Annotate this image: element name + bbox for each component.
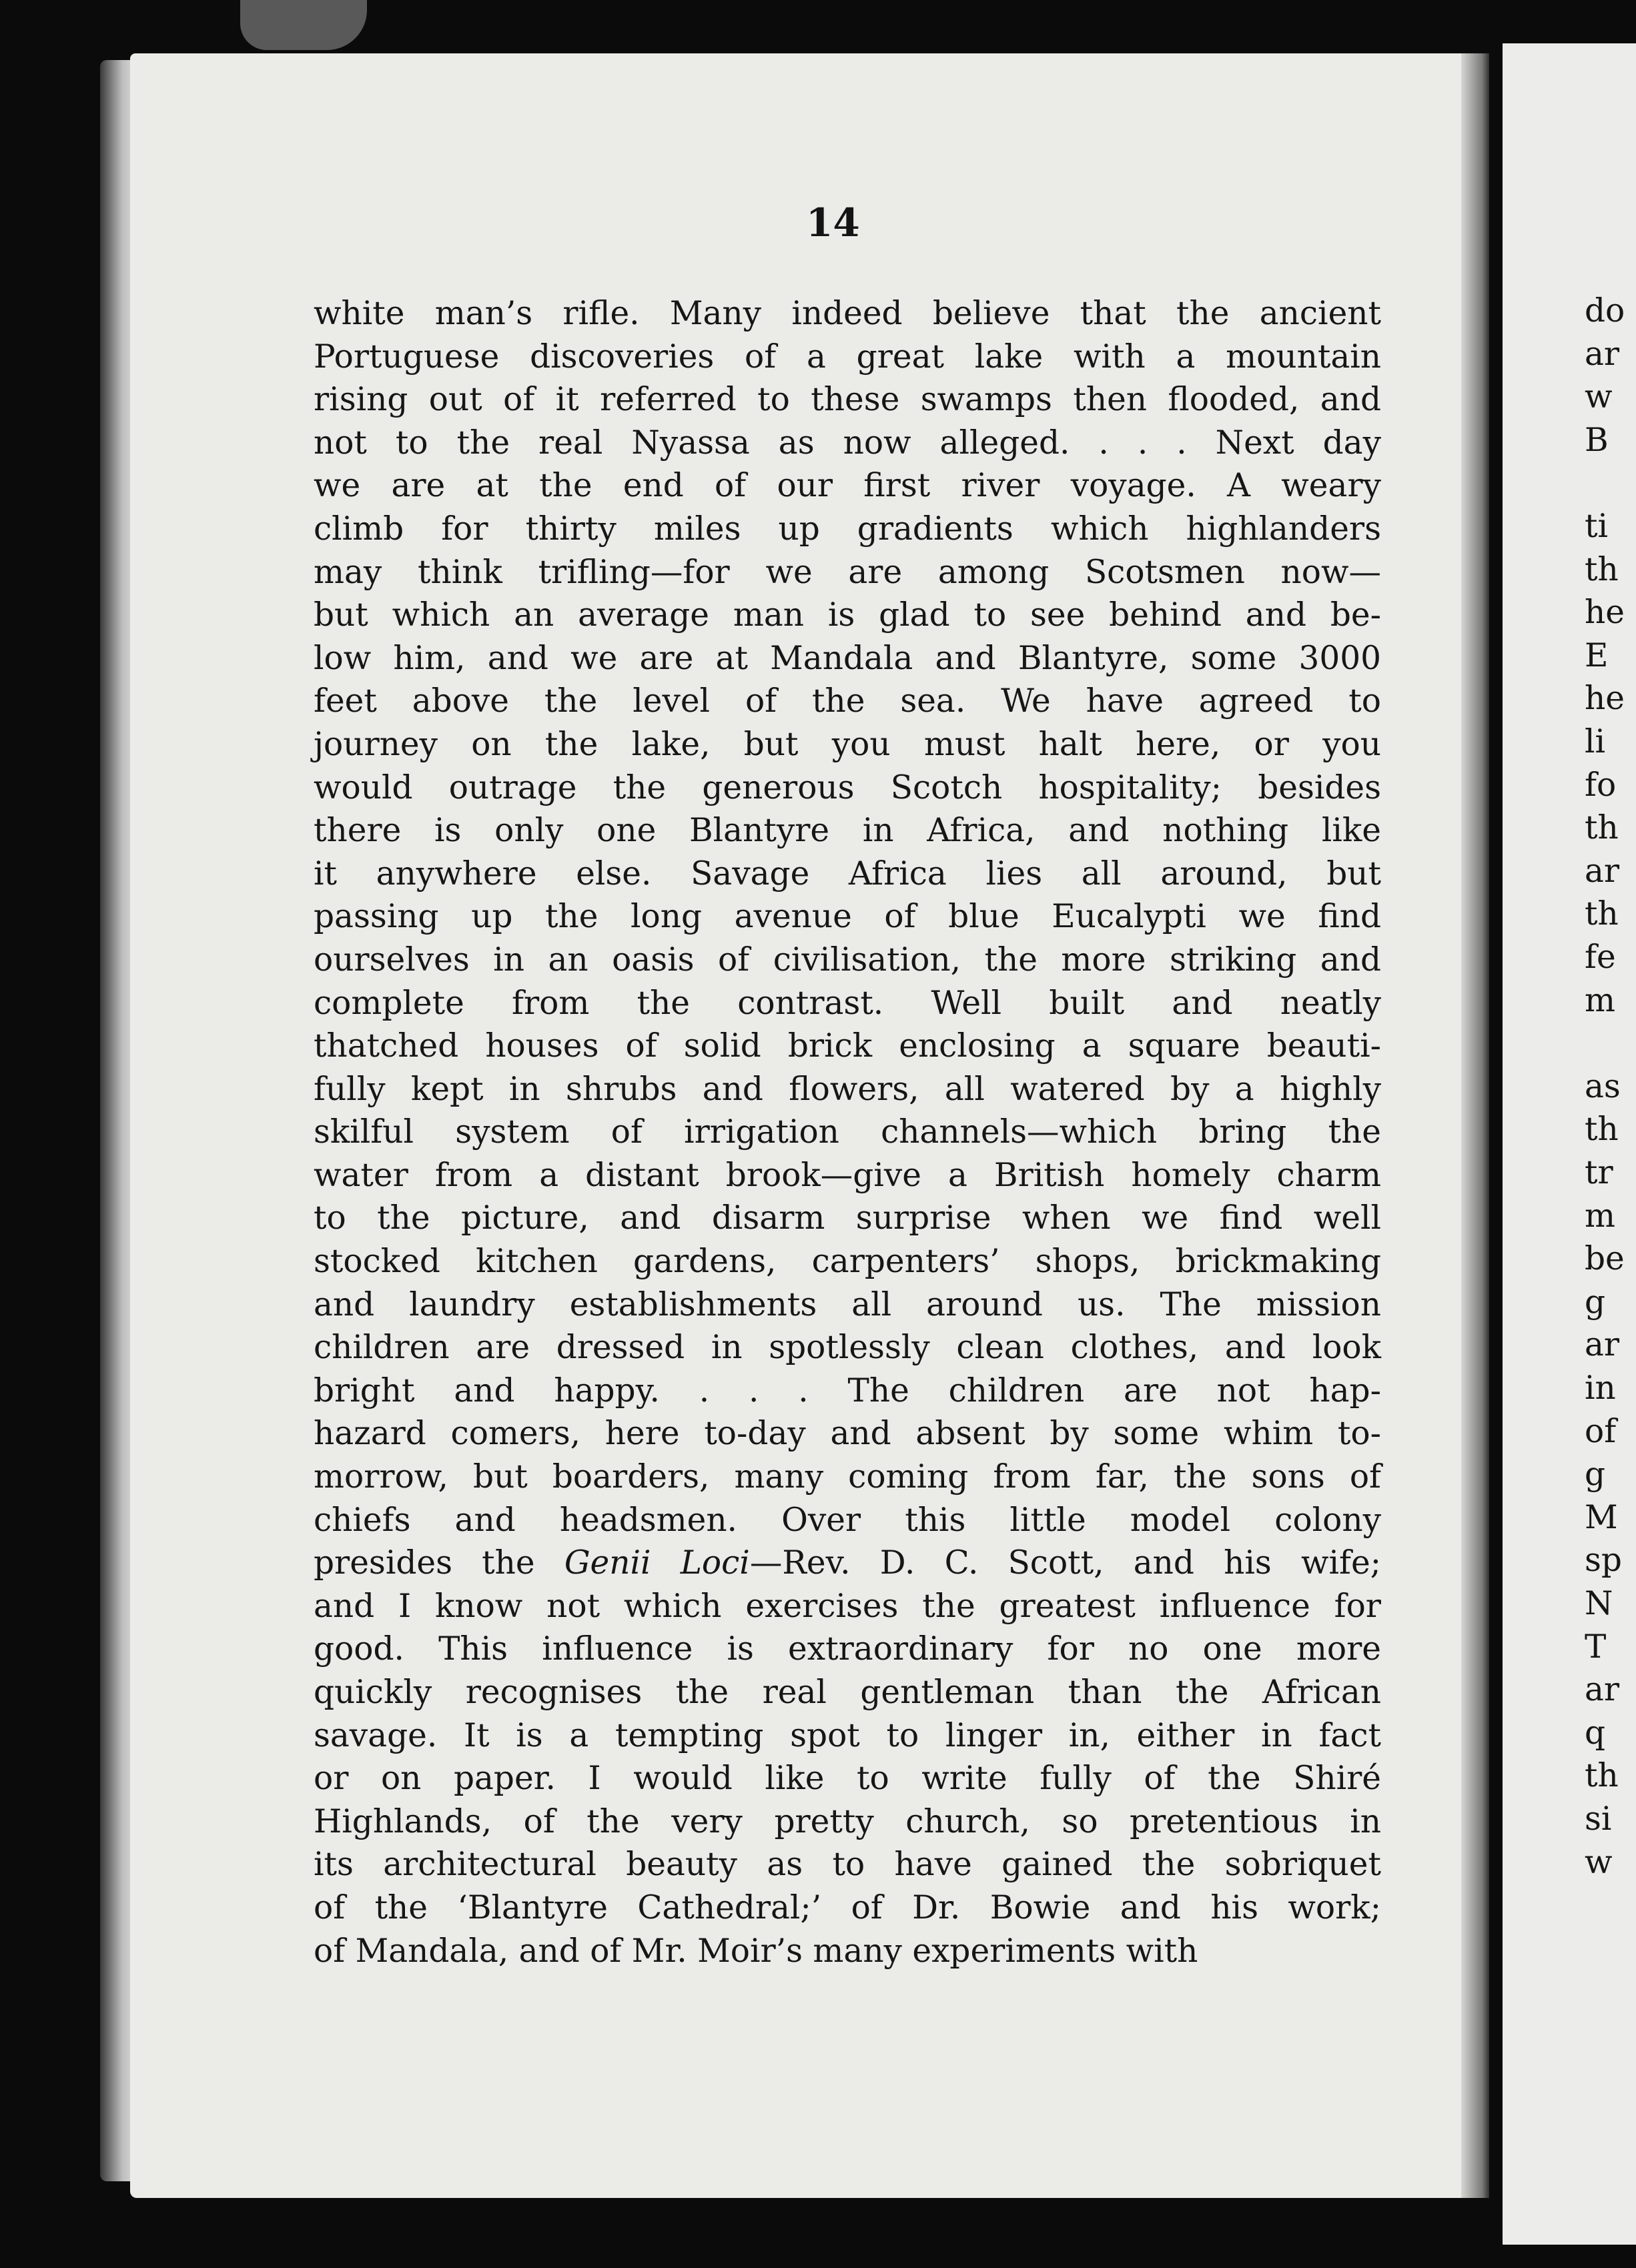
- facing-page-fragment: w: [1585, 1843, 1613, 1881]
- facing-page-fragment: si: [1585, 1800, 1612, 1838]
- text-line: not to the real Nyassa as now alleged. . . . Next day: [314, 424, 1381, 462]
- facing-page-fragment: m: [1585, 981, 1615, 1019]
- text-line: complete from the contrast. Well built and neatly: [314, 984, 1381, 1022]
- text-line: Highlands, of the very pretty church, so pretentious in: [314, 1802, 1381, 1840]
- text-line: water from a distant brook—give a British homely charm: [314, 1156, 1381, 1194]
- text-line: there is only one Blantyre in Africa, and nothing like: [314, 812, 1381, 850]
- facing-page-fragment: tr: [1585, 1154, 1613, 1191]
- text-line: feet above the level of the sea. We have agreed to: [314, 682, 1381, 720]
- text-segment: presides the: [314, 1544, 564, 1582]
- facing-page-fragment: th: [1585, 809, 1619, 847]
- facing-page-fragment: ar: [1585, 1671, 1620, 1709]
- facing-page-fragment: q: [1585, 1714, 1606, 1752]
- facing-page-fragment: T: [1585, 1628, 1607, 1666]
- text-line: climb for thirty miles up gradients which highlanders: [314, 510, 1381, 548]
- facing-page-fragment: M: [1585, 1498, 1618, 1536]
- text-line: journey on the lake, but you must halt here, or you: [314, 725, 1381, 763]
- text-line: its architectural beauty as to have gained the sobriquet: [314, 1846, 1381, 1884]
- text-line: it anywhere else. Savage Africa lies all around, but: [314, 855, 1381, 893]
- page-number: 14: [806, 200, 860, 245]
- body-text: [314, 292, 1381, 1972]
- text-line: white man’s rifle. Many indeed believe that the ancient: [314, 295, 1381, 332]
- text-line: rising out of it referred to these swamps then flooded, and: [314, 381, 1381, 419]
- facing-page-fragment: as: [1585, 1067, 1621, 1105]
- text-line: bright and happy. . . . The children are not hap-: [314, 1371, 1381, 1409]
- facing-page-fragment: in: [1585, 1369, 1616, 1407]
- text-line: skilful system of irrigation channels—which bring the: [314, 1113, 1381, 1151]
- facing-page-fragment: ar: [1585, 852, 1620, 890]
- facing-page-fragment: of: [1585, 1412, 1617, 1450]
- text-line: good. This influence is extraordinary for no one more: [314, 1630, 1381, 1668]
- text-line: savage. It is a tempting spot to linger in, either in fact: [314, 1716, 1381, 1754]
- text-line: passing up the long avenue of blue Eucalypti we find: [314, 898, 1381, 936]
- text-line: or on paper. I would like to write fully of the Shiré: [314, 1760, 1381, 1798]
- text-line: would outrage the generous Scotch hospitality; besides: [314, 768, 1381, 806]
- facing-page-fragment: E: [1585, 636, 1609, 674]
- facing-page-fragment: g: [1585, 1456, 1606, 1494]
- facing-page-fragment: th: [1585, 1757, 1619, 1795]
- text-line: and laundry establishments all around us. The mission: [314, 1285, 1381, 1323]
- text-line: ourselves in an oasis of civilisation, the more striking and: [314, 941, 1381, 979]
- text-line: to the picture, and disarm surprise when we find well: [314, 1199, 1381, 1237]
- facing-page-fragment: th: [1585, 550, 1619, 588]
- text-line: of Mandala, and of Mr. Moir’s many experiments with: [314, 1932, 1198, 1970]
- facing-page-fragment: fo: [1585, 766, 1617, 804]
- text-line-with-italic: [314, 1542, 1381, 1585]
- facing-page-fragment: sp: [1585, 1542, 1622, 1580]
- text-line: Portuguese discoveries of a great lake with a mountain: [314, 338, 1381, 376]
- binding-gutter: [1489, 40, 1503, 2241]
- facing-page-fragment: N: [1585, 1585, 1613, 1622]
- facing-page-fragment: fe: [1585, 939, 1616, 976]
- text-line: thatched houses of solid brick enclosing a square beauti-: [314, 1027, 1381, 1065]
- text-line: low him, and we are at Mandala and Blantyre, some 3000: [314, 639, 1381, 677]
- facing-page-fragment: m: [1585, 1197, 1615, 1235]
- text-line: quickly recognises the real gentleman than the African: [314, 1674, 1381, 1711]
- text-line: we are at the end of our first river voyage. A weary: [314, 467, 1381, 505]
- facing-page-fragment: ar: [1585, 335, 1620, 373]
- text-line: but which an average man is glad to see behind and be-: [314, 596, 1381, 634]
- facing-page-fragment: g: [1585, 1283, 1606, 1321]
- text-line: hazard comers, here to-day and absent by some whim to-: [314, 1415, 1381, 1453]
- text-segment: —Rev. D. C. Scott, and his wife;: [749, 1544, 1382, 1582]
- facing-page-fragment: li: [1585, 723, 1606, 760]
- scan-blot: [240, 0, 367, 50]
- facing-page-fragment: ar: [1585, 1326, 1620, 1364]
- text-line: may think trifling—for we are among Scotsmen now—: [314, 553, 1381, 591]
- text-line: morrow, but boarders, many coming from far, the sons of: [314, 1458, 1381, 1496]
- text-line: chiefs and headsmen. Over this little model colony: [314, 1501, 1381, 1539]
- text-line: fully kept in shrubs and flowers, all watered by a highly: [314, 1070, 1381, 1108]
- text-line: children are dressed in spotlessly clean clothes, and look: [314, 1329, 1381, 1367]
- facing-page-fragment: he: [1585, 594, 1625, 632]
- facing-page-fragment: do: [1585, 292, 1625, 330]
- text-line: and I know not which exercises the greatest influence for: [314, 1587, 1381, 1625]
- facing-page-fragment: w: [1585, 378, 1613, 416]
- text-line: of the ‘Blantyre Cathedral;’ of Dr. Bowie and his work;: [314, 1888, 1381, 1926]
- page-binding-shadow: [1461, 53, 1491, 2198]
- italic-phrase: Genii Loci: [564, 1544, 750, 1582]
- facing-page-fragment: B: [1585, 421, 1609, 459]
- facing-page-fragment: be: [1585, 1240, 1625, 1278]
- facing-page-fragment: th: [1585, 895, 1619, 933]
- text-line: stocked kitchen gardens, carpenters’ shops, brickmaking: [314, 1243, 1381, 1281]
- facing-page-fragment: he: [1585, 680, 1625, 718]
- facing-page-fragment: ti: [1585, 508, 1609, 545]
- facing-page-fragment: th: [1585, 1111, 1619, 1149]
